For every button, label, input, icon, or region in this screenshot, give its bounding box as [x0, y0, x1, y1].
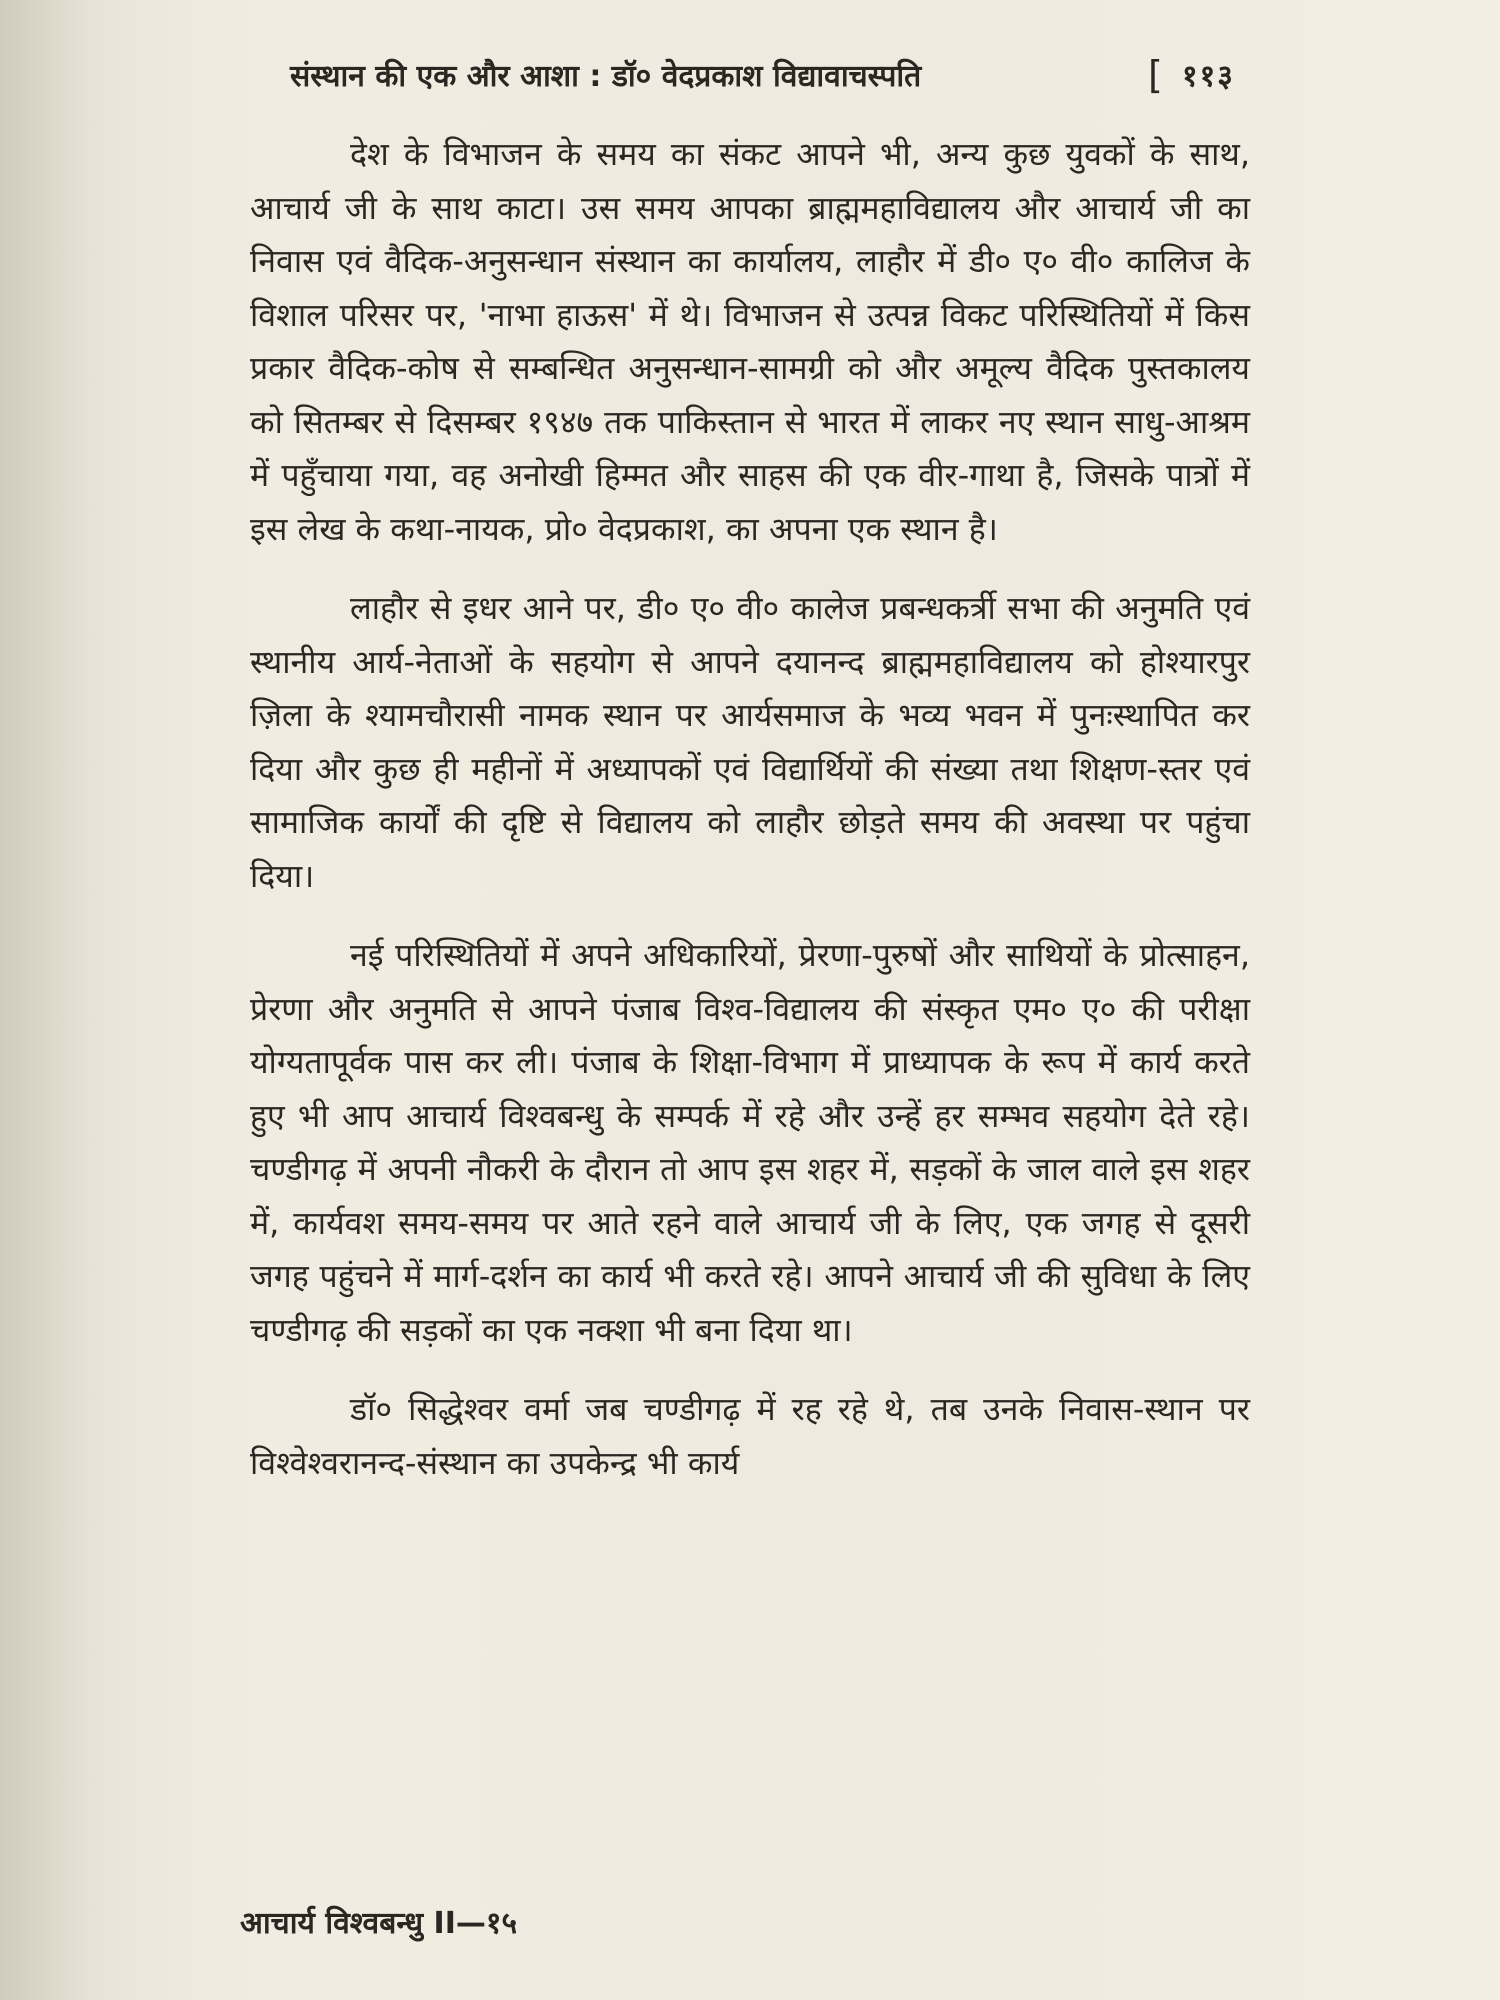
paragraph-new-circumstances: नई परिस्थितियों में अपने अधिकारियों, प्रेरणा-पुरुषों और साथियों के प्रोत्साहन, प्रेरणा और अनुमति से आपने पंजाब विश्व-विद्यालय की संस्कृत एम० ए० की परीक्षा योग्यतापूर्वक पास कर ली। पंजाब के शिक्षा-विभाग में प्राध्यापक के रूप में कार्य करते हुए भी आप आचार्य विश्वबन्धु के सम्पर्क में रहे और उन्हें हर सम्भव सहयोग देते रहे। चण्डीगढ़ में अपनी नौकरी के दौरान तो आप इस शहर में, सड़कों के जाल वाले इस शहर में, कार्यवश समय-समय पर आते रहने वाले आचार्य जी के लिए, एक जगह से दूसरी जगह पहुंचने में मार्ग-दर्शन का कार्य भी करते रहे। आपने आचार्य जी की सुविधा के लिए चण्डीगढ़ की सड़कों का एक नक्शा भी बना दिया था। — [250, 936, 1250, 1349]
paragraph-partition: देश के विभाजन के समय का संकट आपने भी, अन्य कुछ युवकों के साथ, आचार्य जी के साथ काटा। उस समय आपका ब्राह्ममहाविद्यालय और आचार्य जी का निवास एवं वैदिक-अनुसन्धान संस्थान का कार्यालय, लाहौर में डी० ए० वी० कालिज के विशाल परिसर पर, 'नाभा हाऊस' में थे। विभाजन से उत्पन्न विकट परिस्थितियों में किस प्रकार वैदिक-कोष से सम्बन्धित अनुसन्धान-सामग्री को और अमूल्य वैदिक पुस्तकालय को सितम्बर से दिसम्बर १९४७ तक पाकिस्तान से भारत में लाकर नए स्थान साधु-आश्रम में पहुँचाया गया, वह अनोखी हिम्मत और साहस की एक वीर-गाथा है, जिसके पात्रों में इस लेख के कथा-नायक, प्रो० वेदप्रकाश, का अपना एक स्थान है। — [250, 135, 1250, 548]
header-bracket: [ — [1148, 53, 1163, 97]
footer-signature: आचार्य विश्वबन्धु II—१५ — [240, 1906, 518, 1941]
running-header-title: संस्थान की एक और आशा : डॉ० वेदप्रकाश विद्यावाचस्पति — [290, 59, 922, 94]
running-header — [290, 52, 1290, 102]
body-text — [250, 128, 1250, 1490]
page-gutter-shadow — [0, 0, 150, 2000]
page-number: ११३ — [1182, 59, 1235, 94]
paragraph-siddheshwar-varma: डॉ० सिद्धेश्वर वर्मा जब चण्डीगढ़ में रह रहे थे, तब उनके निवास-स्थान पर विश्वेश्वरानन्द-संस्थान का उपकेन्द्र भी कार्य — [250, 1390, 1250, 1482]
paragraph-relocation: लाहौर से इधर आने पर, डी० ए० वी० कालेज प्रबन्धकर्त्री सभा की अनुमति एवं स्थानीय आर्य-नेताओं के सहयोग से आपने दयानन्द ब्राह्ममहाविद्यालय को होश्यारपुर ज़िला के श्यामचौरासी नामक स्थान पर आर्यसमाज के भव्य भवन में पुनःस्थापित कर दिया और कुछ ही महीनों में अध्यापकों एवं विद्यार्थियों की संख्या तथा शिक्षण-स्तर एवं सामाजिक कार्यों की दृष्टि से विद्यालय को लाहौर छोड़ते समय की अवस्था पर पहुंचा दिया। — [250, 589, 1250, 895]
